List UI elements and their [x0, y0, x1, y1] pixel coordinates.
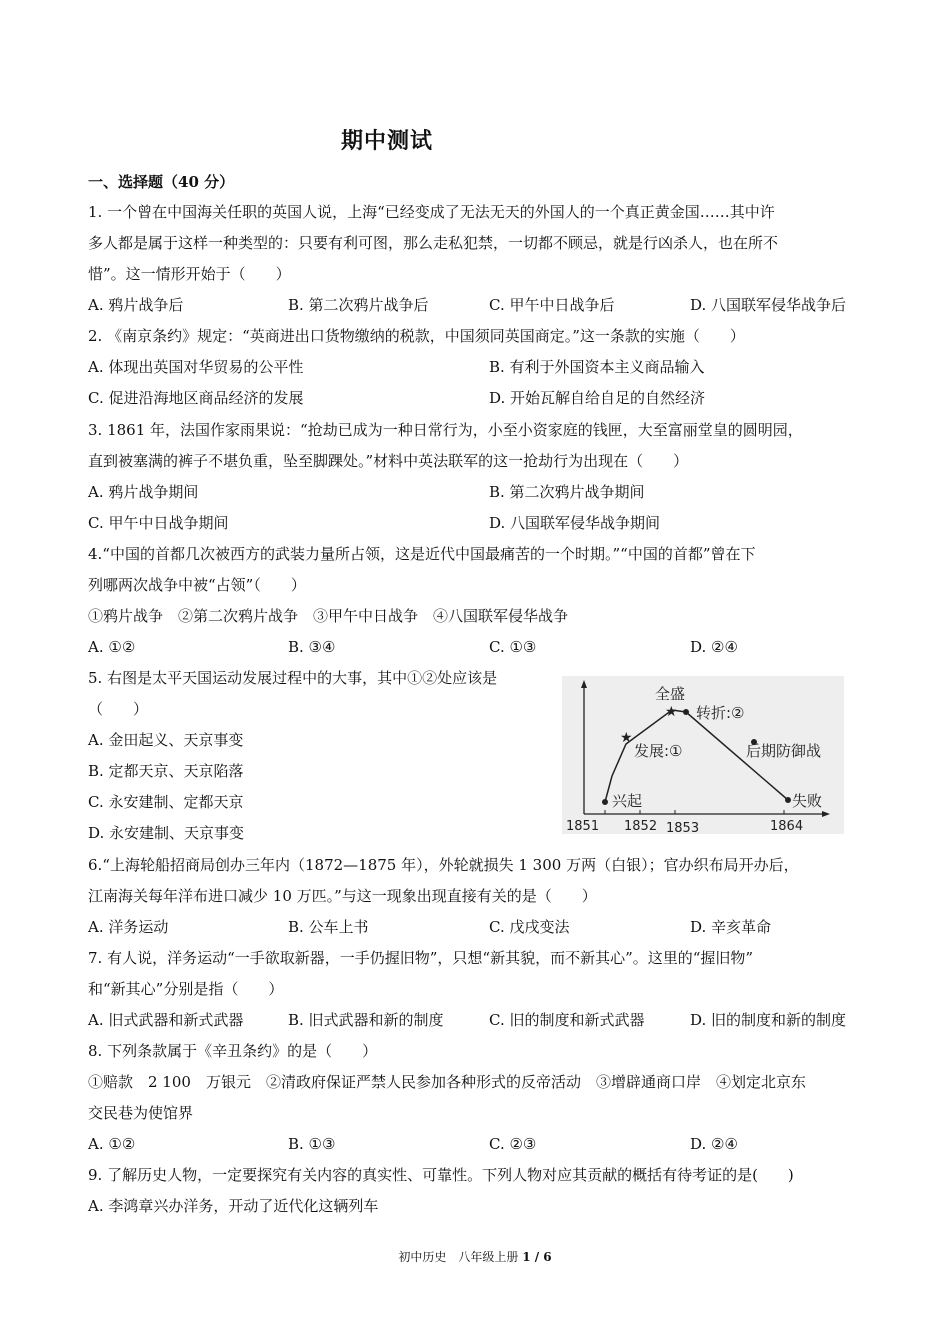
question-4-line-3: ①鸦片战争 ②第二次鸦片战争 ③甲午中日战争 ④八国联军侵华战争: [88, 607, 569, 625]
peak-star: ★: [665, 704, 678, 720]
taiping-timeline-figure: [562, 676, 844, 834]
question-8-option-c: C. ②③: [489, 1135, 537, 1153]
question-6-option-b: B. 公车上书: [288, 918, 369, 936]
question-1-line-3: 惜”。这一情形开始于（ ）: [88, 265, 291, 283]
year-1853: 1853: [666, 821, 700, 834]
question-8-line-1: 8. 下列条款属于《辛丑条约》的是（ ）: [88, 1042, 378, 1060]
question-3-line-1: 3. 1861 年，法国作家雨果说：“抢劫已成为一种日常行为，小至小资家庭的钱匣，大至富丽堂皇的圆明园，: [88, 421, 803, 439]
question-5-option-a: A. 金田起义、天京事变: [88, 731, 244, 749]
question-8-line-2: ①赔款 2 100 万银元 ②清政府保证严禁人民参加各种形式的反帝活动 ③增辟通商口岸 ④划定北京东: [88, 1073, 806, 1091]
question-4-option-a: A. ①②: [88, 638, 136, 656]
section-heading: 一、选择题（40 分）: [88, 173, 235, 191]
question-6-option-a: A. 洋务运动: [88, 918, 169, 936]
question-6-line-1: 6.“上海轮船招商局创办三年内（1872—1875 年），外轮就损失 1 300 万两（白银）；官办织布局开办后，: [88, 856, 799, 874]
question-9-line-1: 9. 了解历史人物，一定要探究有关内容的真实性、可靠性。下列人物对应其贡献的概括有待考证的是( ): [88, 1166, 794, 1184]
question-7-option-a: A. 旧式武器和新式武器: [88, 1011, 244, 1029]
question-1-option-d: D. 八国联军侵华战争后: [690, 296, 847, 314]
label-peak: 全盛: [655, 685, 686, 703]
question-3-option-d: D. 八国联军侵华战争期间: [489, 514, 661, 532]
question-7-line-1: 7. 有人说，洋务运动“一手欲取新器，一手仍握旧物”，只想“新其貌，而不新其心”。这里的“握旧物”: [88, 949, 754, 967]
question-8-option-b: B. ①③: [288, 1135, 336, 1153]
label-fail: 失败: [792, 792, 823, 810]
question-6-line-2: 江南海关每年洋布进口减少 10 万匹。”与这一现象出现直接有关的是（ ）: [88, 887, 597, 905]
question-4-option-b: B. ③④: [288, 638, 336, 656]
label-late: 后期防御战: [746, 742, 822, 760]
question-6-option-c: C. 戊戌变法: [489, 918, 570, 936]
question-2-option-c: C. 促进沿海地区商品经济的发展: [88, 389, 304, 407]
question-1-line-2: 多人都是属于这样一种类型的：只要有利可图，那么走私犯禁，一切都不顾忌，就是行凶杀人，也在所不: [88, 234, 779, 252]
rise-point: [602, 799, 608, 805]
question-4-option-c: C. ①③: [489, 638, 537, 656]
question-2-option-d: D. 开始瓦解自给自足的自然经济: [489, 389, 706, 407]
develop-star: ★: [620, 730, 633, 746]
question-6-option-d: D. 辛亥革命: [690, 918, 772, 936]
year-1851: 1851: [566, 819, 600, 834]
turn-point: [683, 709, 689, 715]
question-4-line-1: 4.“中国的首都几次被西方的武装力量所占领，这是近代中国最痛苦的一个时期。”“中国的首都”曾在下: [88, 545, 756, 563]
question-7-line-2: 和“新其心”分别是指（ ）: [88, 980, 284, 998]
question-2-line-1: 2. 《南京条约》规定：“英商进出口货物缴纳的税款，中国须同英国商定。”这一条款的实施（ ）: [88, 327, 745, 345]
question-8-option-a: A. ①②: [88, 1135, 136, 1153]
question-5-line-1: 5. 右图是太平天国运动发展过程中的大事，其中①②处应该是: [88, 669, 498, 687]
question-7-option-c: C. 旧的制度和新式武器: [489, 1011, 645, 1029]
question-3-option-a: A. 鸦片战争期间: [88, 483, 199, 501]
question-4-option-d: D. ②④: [690, 638, 738, 656]
question-5-option-d: D. 永安建制、天京事变: [88, 824, 245, 842]
question-1-option-c: C. 甲午中日战争后: [489, 296, 615, 314]
x-axis-arrow: [822, 811, 830, 817]
question-5-line-2: （ ）: [88, 700, 149, 718]
question-8-line-3: 交民巷为使馆界: [88, 1104, 194, 1122]
question-3-line-2: 直到被塞满的裤子不堪负重，坠至脚踝处。”材料中英法联军的这一抢劫行为出现在（ ）: [88, 452, 689, 470]
timeline-svg: [562, 676, 844, 834]
question-3-option-b: B. 第二次鸦片战争期间: [489, 483, 645, 501]
y-axis-arrow: [581, 680, 587, 688]
footer-page-number: 1 / 6: [522, 1250, 552, 1264]
page-title: 期中测试: [340, 128, 433, 154]
page-footer: [0, 1248, 950, 1265]
label-rise: 兴起: [612, 792, 643, 810]
question-4-line-2: 列哪两次战争中被“占领”（ ）: [88, 576, 306, 594]
label-turn: 转折:②: [696, 704, 745, 722]
fail-point: [785, 797, 791, 803]
footer-course: 初中历史 八年级上册: [398, 1250, 523, 1264]
question-7-option-b: B. 旧式武器和新的制度: [288, 1011, 444, 1029]
question-5-option-c: C. 永安建制、定都天京: [88, 793, 244, 811]
question-8-option-d: D. ②④: [690, 1135, 738, 1153]
year-1852: 1852: [624, 819, 658, 834]
question-2-option-b: B. 有利于外国资本主义商品输入: [489, 358, 705, 376]
question-7-option-d: D. 旧的制度和新的制度: [690, 1011, 847, 1029]
question-1-line-1: 1. 一个曾在中国海关任职的英国人说，上海“已经变成了无法无天的外国人的一个真正黄金国……其中许: [88, 203, 775, 221]
year-1864: 1864: [770, 819, 804, 834]
question-3-option-c: C. 甲午中日战争期间: [88, 514, 229, 532]
question-5-option-b: B. 定都天京、天京陷落: [88, 762, 244, 780]
question-2-option-a: A. 体现出英国对华贸易的公平性: [88, 358, 304, 376]
label-develop: 发展:①: [634, 742, 683, 760]
question-9-option-a: A. 李鸿章兴办洋务，开动了近代化这辆列车: [88, 1197, 379, 1215]
question-1-option-a: A. 鸦片战争后: [88, 296, 184, 314]
question-1-option-b: B. 第二次鸦片战争后: [288, 296, 429, 314]
